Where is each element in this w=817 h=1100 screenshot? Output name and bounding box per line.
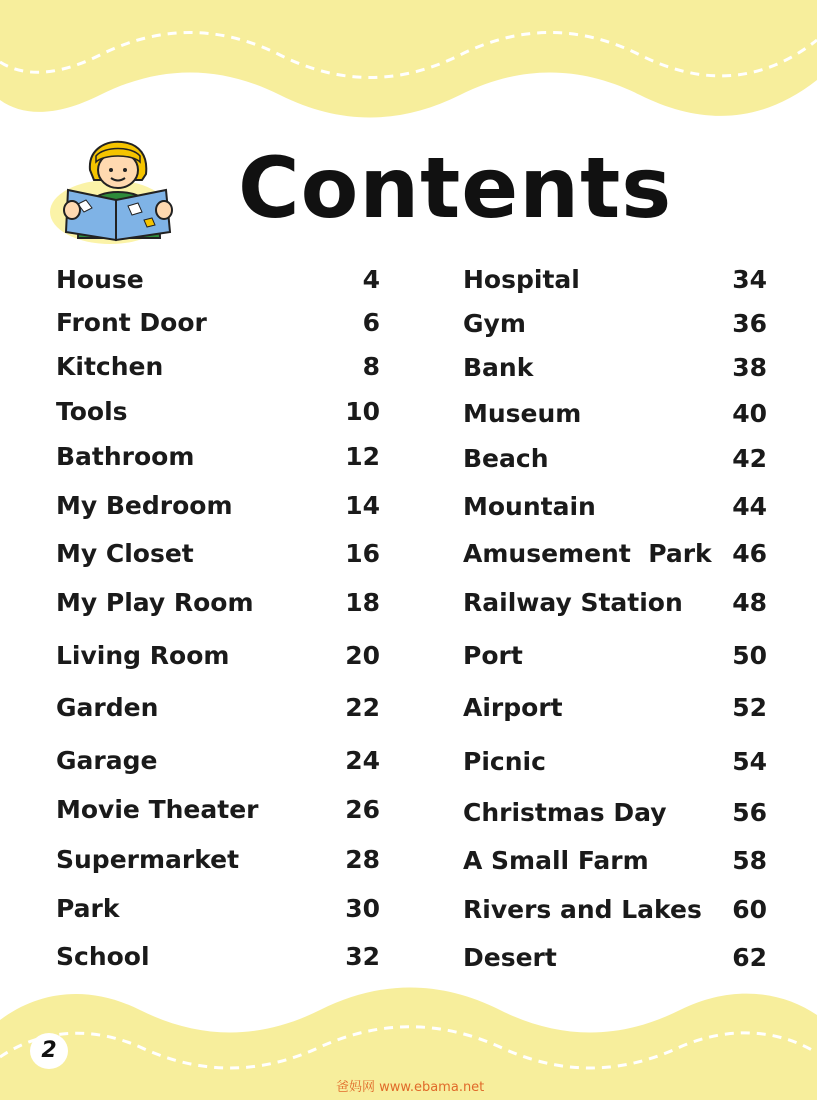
- contents-entry: [463, 844, 767, 878]
- entry-title: Living Room: [56, 641, 230, 670]
- entry-title: My Closet: [56, 539, 194, 568]
- contents-entry: [56, 744, 380, 778]
- contents-entry: [56, 639, 380, 673]
- contents-entry: [463, 490, 767, 524]
- entry-page-number: 54: [732, 747, 767, 776]
- contents-entry: [56, 691, 380, 725]
- page-number: 2: [30, 1033, 68, 1069]
- entry-page-number: 62: [732, 943, 767, 972]
- entry-page-number: 26: [345, 795, 380, 824]
- contents-entry: [463, 263, 767, 297]
- contents-entry: [463, 442, 767, 476]
- entry-page-number: 46: [732, 539, 767, 568]
- entry-page-number: 20: [345, 641, 380, 670]
- contents-entry: [463, 351, 767, 385]
- entry-title: Movie Theater: [56, 795, 259, 824]
- entry-title: Christmas Day: [463, 798, 667, 827]
- page-title: Contents: [238, 139, 673, 237]
- contents-entry: [56, 843, 380, 877]
- entry-page-number: 18: [345, 588, 380, 617]
- entry-title: My Bedroom: [56, 491, 233, 520]
- entry-title: Bank: [463, 353, 534, 382]
- entry-title: Beach: [463, 444, 549, 473]
- entry-title: Amusement Park: [463, 539, 712, 568]
- contents-entry: [463, 691, 767, 725]
- entry-page-number: 12: [345, 442, 380, 471]
- entry-title: Desert: [463, 943, 557, 972]
- watermark: 爸妈网 www.ebama.net: [336, 1080, 485, 1095]
- entry-page-number: 34: [732, 265, 767, 294]
- contents-entry: [56, 350, 380, 384]
- entry-page-number: 58: [732, 846, 767, 875]
- entry-page-number: 24: [345, 746, 380, 775]
- contents-entry: [463, 796, 767, 830]
- entry-page-number: 48: [732, 588, 767, 617]
- entry-page-number: 8: [362, 352, 380, 381]
- entry-title: My Play Room: [56, 588, 254, 617]
- contents-entry: [56, 537, 380, 571]
- contents-entry: [463, 397, 767, 431]
- contents-entry: [56, 489, 380, 523]
- contents-entry: [56, 395, 380, 429]
- entry-page-number: 30: [345, 894, 380, 923]
- entry-title: Hospital: [463, 265, 580, 294]
- contents-entry: [463, 537, 767, 571]
- entry-title: Kitchen: [56, 352, 164, 381]
- entry-page-number: 44: [732, 492, 767, 521]
- entry-page-number: 4: [362, 265, 380, 294]
- entry-title: Rivers and Lakes: [463, 895, 702, 924]
- entry-title: Garden: [56, 693, 159, 722]
- entry-page-number: 6: [362, 308, 380, 337]
- contents-entry: [56, 263, 380, 297]
- contents-entry: [463, 639, 767, 673]
- contents-entry: [463, 893, 767, 927]
- entry-title: Park: [56, 894, 120, 923]
- entry-page-number: 56: [732, 798, 767, 827]
- contents-entry: [56, 793, 380, 827]
- entry-page-number: 16: [345, 539, 380, 568]
- contents-entry: [56, 940, 380, 974]
- entry-page-number: 60: [732, 895, 767, 924]
- entry-title: Gym: [463, 309, 526, 338]
- contents-entry: [56, 892, 380, 926]
- contents-entry: [463, 745, 767, 779]
- entry-page-number: 42: [732, 444, 767, 473]
- entry-title: Front Door: [56, 308, 207, 337]
- entry-page-number: 32: [345, 942, 380, 971]
- entry-page-number: 22: [345, 693, 380, 722]
- contents-entry: [56, 586, 380, 620]
- entry-title: A Small Farm: [463, 846, 649, 875]
- entry-page-number: 14: [345, 491, 380, 520]
- entry-page-number: 38: [732, 353, 767, 382]
- contents-entry: [56, 440, 380, 474]
- entry-title: House: [56, 265, 144, 294]
- entry-title: Railway Station: [463, 588, 683, 617]
- entry-title: Port: [463, 641, 523, 670]
- entry-title: Airport: [463, 693, 563, 722]
- contents-entry: [56, 306, 380, 340]
- entry-title: Tools: [56, 397, 128, 426]
- entry-title: Museum: [463, 399, 582, 428]
- entry-title: Bathroom: [56, 442, 195, 471]
- entry-title: Garage: [56, 746, 158, 775]
- contents-entry: [463, 941, 767, 975]
- contents-entry: [463, 586, 767, 620]
- entry-page-number: 28: [345, 845, 380, 874]
- entry-title: Mountain: [463, 492, 596, 521]
- entry-title: Picnic: [463, 747, 546, 776]
- contents-entry: [463, 307, 767, 341]
- entry-page-number: 36: [732, 309, 767, 338]
- entry-title: School: [56, 942, 150, 971]
- entry-page-number: 10: [345, 397, 380, 426]
- entry-page-number: 50: [732, 641, 767, 670]
- child-reading-book-icon: [48, 140, 188, 245]
- top-wave-band: [0, 0, 817, 130]
- entry-page-number: 40: [732, 399, 767, 428]
- entry-title: Supermarket: [56, 845, 240, 874]
- entry-page-number: 52: [732, 693, 767, 722]
